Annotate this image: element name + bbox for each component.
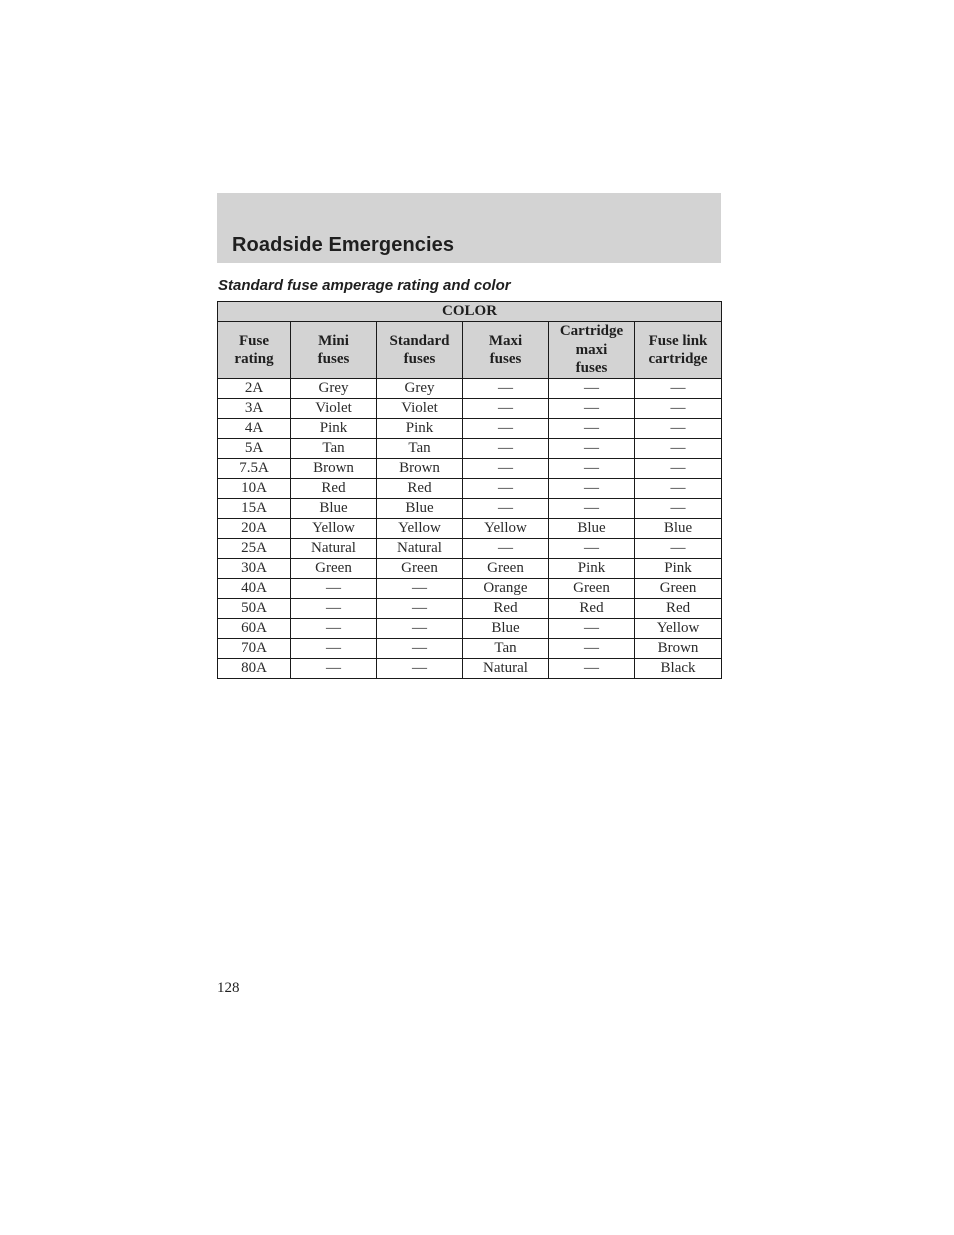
cell-mini: Pink <box>291 419 377 439</box>
table-row <box>218 419 722 439</box>
header-standard-fuses: Standard fuses <box>377 322 463 379</box>
cell-fuse-link: Yellow <box>635 619 722 639</box>
cell-mini: Green <box>291 559 377 579</box>
cell-maxi: Tan <box>463 639 549 659</box>
cell-fuse-rating: 2A <box>218 379 291 399</box>
table-row <box>218 519 722 539</box>
cell-fuse-link: — <box>635 479 722 499</box>
table-row <box>218 639 722 659</box>
table-row <box>218 619 722 639</box>
cell-fuse-rating: 5A <box>218 439 291 459</box>
cell-mini: — <box>291 639 377 659</box>
cell-cartridge-maxi: — <box>549 419 635 439</box>
table-row <box>218 559 722 579</box>
cell-standard: — <box>377 599 463 619</box>
cell-standard: — <box>377 579 463 599</box>
cell-fuse-rating: 25A <box>218 539 291 559</box>
cell-fuse-link: — <box>635 419 722 439</box>
cell-fuse-rating: 70A <box>218 639 291 659</box>
cell-fuse-link: Blue <box>635 519 722 539</box>
color-group-header: COLOR <box>218 302 722 322</box>
cell-cartridge-maxi: — <box>549 619 635 639</box>
cell-fuse-link: Red <box>635 599 722 619</box>
table-row <box>218 599 722 619</box>
table-caption: Standard fuse amperage rating and color <box>218 277 511 294</box>
cell-mini: Blue <box>291 499 377 519</box>
section-title: Roadside Emergencies <box>232 234 455 256</box>
cell-mini: Yellow <box>291 519 377 539</box>
cell-standard: Brown <box>377 459 463 479</box>
cell-standard: — <box>377 659 463 679</box>
cell-mini: Tan <box>291 439 377 459</box>
cell-fuse-rating: 7.5A <box>218 459 291 479</box>
header-mini-fuses: Mini fuses <box>291 322 377 379</box>
cell-fuse-rating: 50A <box>218 599 291 619</box>
header-fuse-link-cartridge: Fuse link cartridge <box>635 322 722 379</box>
cell-standard: Tan <box>377 439 463 459</box>
cell-fuse-link: Black <box>635 659 722 679</box>
cell-mini: — <box>291 599 377 619</box>
cell-fuse-rating: 3A <box>218 399 291 419</box>
cell-maxi: — <box>463 459 549 479</box>
cell-cartridge-maxi: — <box>549 379 635 399</box>
cell-fuse-link: — <box>635 499 722 519</box>
cell-maxi: Blue <box>463 619 549 639</box>
table-row <box>218 379 722 399</box>
cell-mini: Natural <box>291 539 377 559</box>
cell-fuse-rating: 60A <box>218 619 291 639</box>
page-number: 128 <box>217 980 240 996</box>
cell-standard: Violet <box>377 399 463 419</box>
table-row <box>218 539 722 559</box>
cell-cartridge-maxi: Pink <box>549 559 635 579</box>
cell-maxi: Natural <box>463 659 549 679</box>
cell-maxi: — <box>463 379 549 399</box>
cell-mini: — <box>291 619 377 639</box>
cell-fuse-rating: 40A <box>218 579 291 599</box>
cell-mini: Grey <box>291 379 377 399</box>
cell-cartridge-maxi: — <box>549 399 635 419</box>
cell-standard: Grey <box>377 379 463 399</box>
cell-standard: Yellow <box>377 519 463 539</box>
cell-cartridge-maxi: — <box>549 439 635 459</box>
table-body <box>218 379 722 679</box>
table-row <box>218 399 722 419</box>
cell-fuse-link: Pink <box>635 559 722 579</box>
cell-fuse-rating: 10A <box>218 479 291 499</box>
cell-cartridge-maxi: Red <box>549 599 635 619</box>
cell-fuse-rating: 30A <box>218 559 291 579</box>
cell-maxi: — <box>463 479 549 499</box>
cell-cartridge-maxi: — <box>549 459 635 479</box>
cell-standard: — <box>377 639 463 659</box>
header-cartridge-maxi-fuses: Cartridge maxi fuses <box>549 322 635 379</box>
cell-standard: Natural <box>377 539 463 559</box>
cell-fuse-rating: 20A <box>218 519 291 539</box>
table-row <box>218 579 722 599</box>
cell-cartridge-maxi: — <box>549 639 635 659</box>
column-header-row <box>218 322 722 379</box>
cell-maxi: Red <box>463 599 549 619</box>
cell-standard: Green <box>377 559 463 579</box>
table-row <box>218 659 722 679</box>
cell-mini: Brown <box>291 459 377 479</box>
cell-maxi: Orange <box>463 579 549 599</box>
fuse-color-table <box>217 301 722 679</box>
cell-mini: Red <box>291 479 377 499</box>
cell-cartridge-maxi: — <box>549 659 635 679</box>
cell-fuse-rating: 15A <box>218 499 291 519</box>
cell-mini: Violet <box>291 399 377 419</box>
cell-fuse-rating: 80A <box>218 659 291 679</box>
cell-maxi: — <box>463 439 549 459</box>
cell-cartridge-maxi: Blue <box>549 519 635 539</box>
table-row <box>218 499 722 519</box>
table-row <box>218 439 722 459</box>
table-row <box>218 459 722 479</box>
cell-mini: — <box>291 659 377 679</box>
cell-fuse-link: Green <box>635 579 722 599</box>
cell-fuse-link: — <box>635 379 722 399</box>
cell-mini: — <box>291 579 377 599</box>
cell-fuse-link: Brown <box>635 639 722 659</box>
cell-fuse-link: — <box>635 439 722 459</box>
cell-standard: Red <box>377 479 463 499</box>
header-fuse-rating: Fuse rating <box>218 322 291 379</box>
group-header-row <box>218 302 722 322</box>
table-row <box>218 479 722 499</box>
cell-standard: Pink <box>377 419 463 439</box>
cell-cartridge-maxi: — <box>549 479 635 499</box>
cell-fuse-link: — <box>635 539 722 559</box>
cell-maxi: — <box>463 539 549 559</box>
cell-maxi: — <box>463 499 549 519</box>
cell-maxi: Green <box>463 559 549 579</box>
cell-cartridge-maxi: — <box>549 539 635 559</box>
cell-maxi: — <box>463 399 549 419</box>
cell-cartridge-maxi: — <box>549 499 635 519</box>
cell-standard: Blue <box>377 499 463 519</box>
cell-standard: — <box>377 619 463 639</box>
header-maxi-fuses: Maxi fuses <box>463 322 549 379</box>
cell-fuse-link: — <box>635 399 722 419</box>
cell-fuse-link: — <box>635 459 722 479</box>
cell-fuse-rating: 4A <box>218 419 291 439</box>
cell-cartridge-maxi: Green <box>549 579 635 599</box>
section-header-band <box>217 193 721 263</box>
cell-maxi: Yellow <box>463 519 549 539</box>
cell-maxi: — <box>463 419 549 439</box>
